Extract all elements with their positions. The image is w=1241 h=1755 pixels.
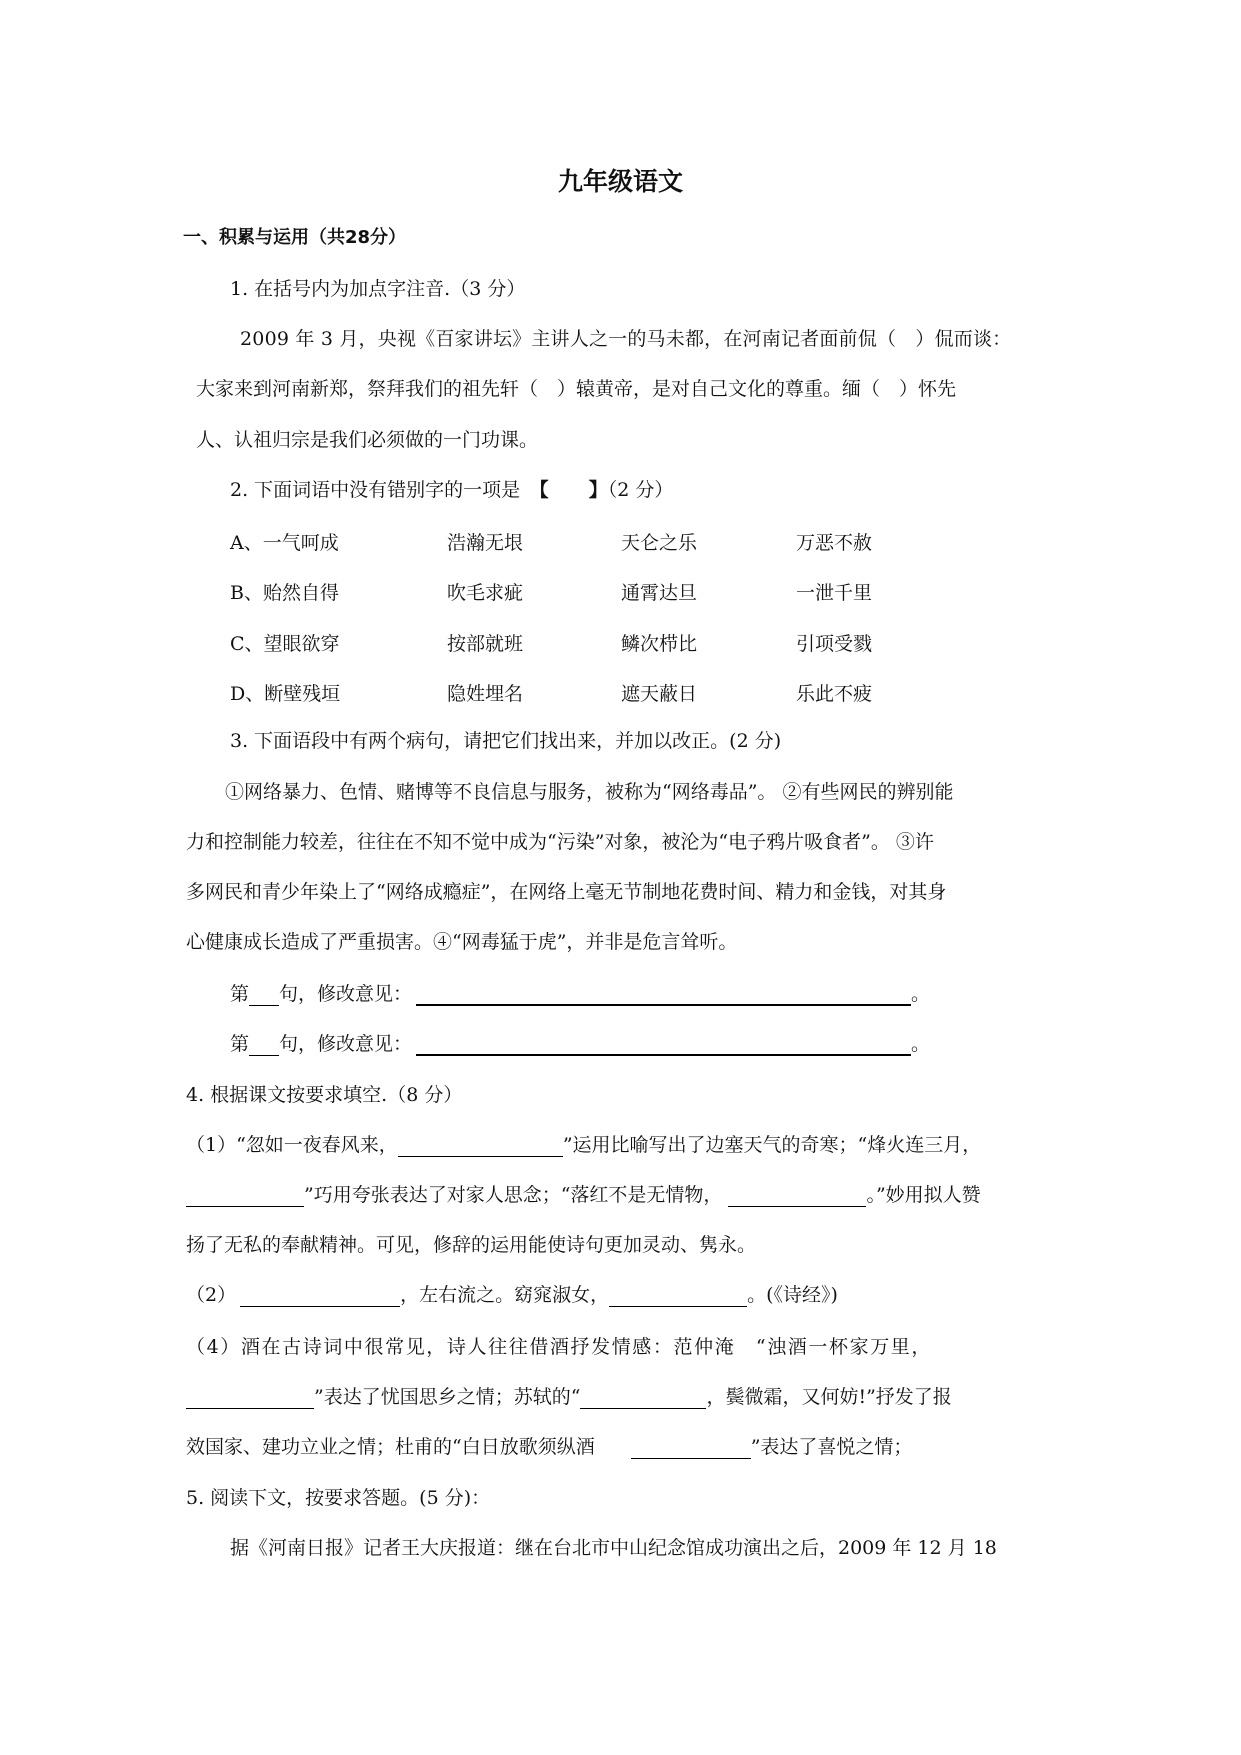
question-3-text-line: 心健康成长造成了严重损害。④“网毒猛于虎”，并非是危言耸听。 <box>186 931 738 953</box>
fill-blank[interactable] <box>398 1136 563 1157</box>
question-3-text-line: ①网络暴力、色情、赌博等不良信息与服务，被称为“网络毒品”。 ②有些网民的辨别能 <box>225 781 954 803</box>
revision-blank[interactable] <box>416 1034 911 1056</box>
question-2-prompt <box>230 478 673 502</box>
question-3-prompt: 3. 下面语段中有两个病句，请把它们找出来，并加以改正。(2 分) <box>230 730 782 752</box>
answer-bracket-open: 【 <box>539 479 549 501</box>
option-word: 引项受戮 <box>796 633 873 655</box>
option-word: 通霄达旦 <box>621 582 698 604</box>
fill-blank[interactable] <box>580 1388 706 1409</box>
text: 。(《诗经》) <box>747 1284 838 1306</box>
option-word: 隐姓埋名 <box>447 683 524 705</box>
revision-answer-row <box>230 1032 930 1056</box>
revision-prefix: 第 <box>230 1033 250 1055</box>
fill-blank[interactable] <box>609 1286 747 1307</box>
revision-answer-row <box>230 982 930 1006</box>
question-3-text-line: 力和控制能力较差，往往在不知不觉中成为“污染”对象，被沦为“电子鸦片吸食者”。 ③许 <box>186 831 934 853</box>
text: ，左右流之。窈窕淑女， <box>400 1284 610 1306</box>
question-2-score: （2 分） <box>607 479 674 501</box>
option-word: 鳞次栉比 <box>621 633 698 655</box>
question-1-text-line: 2009 年 3 月，央视《百家讲坛》主讲人之一的马未都，在河南记者面前侃（ ）侃而谈： <box>240 328 1012 350</box>
text: （2） <box>186 1284 237 1306</box>
option-word: 一泄千里 <box>796 582 873 604</box>
text: ”运用比喻写出了边塞天气的奇寒；“烽火连三月， <box>562 1134 982 1156</box>
fill-blank[interactable] <box>186 1388 314 1409</box>
option-label: D、断壁残垣 <box>230 683 341 705</box>
question-4-part-1-line: 扬了无私的奉献精神。可见，修辞的运用能使诗句更加灵动、隽永。 <box>186 1234 757 1256</box>
option-word: 万恶不赦 <box>796 532 873 554</box>
question-4-prompt: 4. 根据课文按要求填空.（8 分） <box>186 1084 463 1106</box>
question-5-prompt: 5. 阅读下文，按要求答题。(5 分)： <box>186 1487 491 1509</box>
option-word: 天仑之乐 <box>621 532 698 554</box>
option-word: 遮天蔽日 <box>621 683 698 705</box>
question-4-part-1-line <box>186 1183 981 1207</box>
revision-prefix: 第 <box>230 983 250 1005</box>
fill-blank[interactable] <box>631 1438 751 1459</box>
question-3-text-line: 多网民和青少年染上了“网络成瘾症”，在网络上毫无节制地花费时间、精力和金钱，对其身 <box>186 881 947 903</box>
option-word: 浩瀚无垠 <box>447 532 524 554</box>
option-word: 按部就班 <box>447 633 524 655</box>
question-4-part-4-line <box>186 1435 912 1459</box>
option-label: A、一气呵成 <box>230 532 339 554</box>
question-1-prompt: 1. 在括号内为加点字注音.（3 分） <box>230 278 526 300</box>
option-label: C、望眼欲穿 <box>230 633 340 655</box>
revision-end: 。 <box>911 1033 931 1055</box>
revision-blank[interactable] <box>416 984 911 1006</box>
fill-blank[interactable] <box>240 1286 400 1307</box>
question-5-text-line: 据《河南日报》记者王大庆报道：继在台北市中山纪念馆成功演出之后，2009 年 12 月 18 <box>230 1537 997 1559</box>
question-4-part-4-line <box>186 1385 952 1409</box>
section-heading: 一、积累与运用（共28分） <box>183 227 407 248</box>
sentence-number-blank[interactable] <box>249 1035 279 1056</box>
fill-blank[interactable] <box>186 1186 304 1207</box>
text: ”表达了忧国思乡之情；苏轼的“ <box>314 1386 581 1408</box>
revision-label: 句，修改意见： <box>279 983 413 1005</box>
text: 。”妙用拟人赞 <box>866 1184 981 1206</box>
question-4-part-2-line <box>186 1283 838 1307</box>
revision-label: 句，修改意见： <box>279 1033 413 1055</box>
question-4-part-1-line <box>186 1133 981 1157</box>
page-title: 九年级语文 <box>557 167 683 196</box>
text: （1）“忽如一夜春风来， <box>186 1134 398 1156</box>
option-word: 乐此不疲 <box>796 683 873 705</box>
revision-end: 。 <box>911 983 931 1005</box>
sentence-number-blank[interactable] <box>249 985 279 1006</box>
question-1-text-line: 大家来到河南新郑，祭拜我们的祖先轩（ ）辕黄帝，是对自己文化的尊重。缅（ ）怀先 <box>196 378 957 400</box>
text: ，鬓微霜，又何妨!”抒发了报 <box>706 1386 952 1408</box>
option-label: B、贻然自得 <box>230 582 339 604</box>
fill-blank[interactable] <box>728 1186 866 1207</box>
text: 效国家、建功立业之情；杜甫的“白日放歌须纵酒 <box>186 1436 595 1458</box>
question-4-part-4-line: （4）酒在古诗词中很常见，诗人往往借酒抒发情感：范仲淹 “浊酒一杯家万里， <box>186 1336 933 1358</box>
answer-bracket-close: 】 <box>588 479 608 501</box>
question-1-text-line: 人、认祖归宗是我们必须做的一门功课。 <box>196 429 539 451</box>
text: ”巧用夸张表达了对家人思念；“落红不是无情物， <box>304 1184 723 1206</box>
question-2-prompt-text: 2. 下面词语中没有错别字的一项是 <box>230 479 540 501</box>
text: ”表达了喜悦之情； <box>750 1436 913 1458</box>
option-word: 吹毛求疵 <box>447 582 524 604</box>
